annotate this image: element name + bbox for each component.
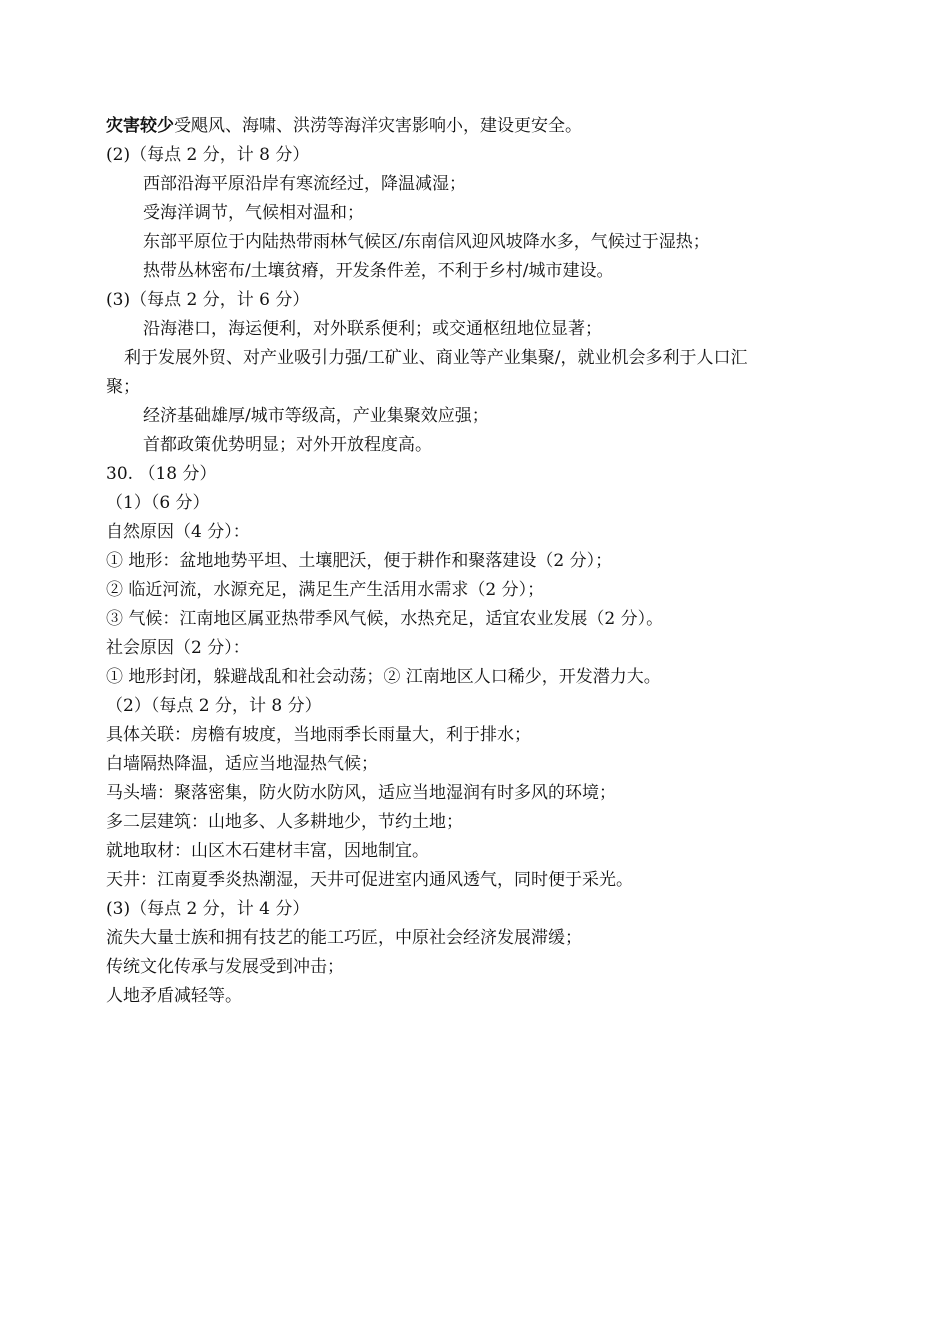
q29-part1-last-line — [106, 114, 582, 138]
line-text: 受飓风、海啸、洪涝等海洋灾害影响小，建设更安全。 — [174, 116, 582, 136]
answer-line: 西部沿海平原沿岸有寒流经过，降温减湿； — [143, 174, 466, 194]
answer-line: 热带丛林密布/土壤贫瘠，开发条件差，不利于乡村/城市建设。 — [143, 261, 614, 281]
answer-line: 多二层建筑：山地多、人多耕地少，节约土地； — [106, 812, 463, 832]
answer-line: 就地取材：山区木石建材丰富，因地制宜。 — [106, 841, 429, 861]
q29-part3-header: (3)（每点 2 分，计 6 分） — [106, 290, 310, 310]
q29-part2-header: (2)（每点 2 分，计 8 分） — [106, 145, 310, 165]
q30-part2-header: （2）（每点 2 分，计 8 分） — [106, 696, 322, 716]
q30-part3-header: (3)（每点 2 分，计 4 分） — [106, 899, 310, 919]
q30-part1-header: （1）（6 分） — [106, 493, 210, 513]
answer-line: 流失大量士族和拥有技艺的能工巧匠，中原社会经济发展滞缓； — [106, 928, 582, 948]
answer-line: ③ 气候：江南地区属亚热带季风气候，水热充足，适宜农业发展（2 分）。 — [106, 609, 664, 629]
answer-line-continued: 聚； — [106, 377, 140, 397]
bold-keyword: 灾害较少 — [106, 116, 174, 136]
answer-line: 东部平原位于内陆热带雨林气候区/东南信风迎风坡降水多，气候过于湿热； — [143, 232, 710, 252]
answer-line: 具体关联：房檐有坡度，当地雨季长雨量大，利于排水； — [106, 725, 531, 745]
answer-line: 天井：江南夏季炎热潮湿，天井可促进室内通风透气，同时便于采光。 — [106, 870, 633, 890]
answer-line: 利于发展外贸、对产业吸引力强/工矿业、商业等产业集聚/，就业机会多利于人口汇 — [124, 348, 748, 368]
answer-line: ① 地形：盆地地势平坦、土壤肥沃，便于耕作和聚落建设（2 分）； — [106, 551, 613, 571]
answer-line: 传统文化传承与发展受到冲击； — [106, 957, 344, 977]
answer-line: 马头墙：聚落密集，防火防水防风，适应当地湿润有时多风的环境； — [106, 783, 616, 803]
answer-line: ① 地形封闭，躲避战乱和社会动荡；② 江南地区人口稀少，开发潜力大。 — [106, 667, 661, 687]
q30-title: 30. （18 分） — [106, 464, 217, 484]
answer-line: 首都政策优势明显；对外开放程度高。 — [143, 435, 432, 455]
answer-line: 沿海港口，海运便利，对外联系便利；或交通枢纽地位显著； — [143, 319, 602, 339]
natural-reasons-header: 自然原因（4 分）： — [106, 522, 250, 542]
answer-line: 受海洋调节，气候相对温和； — [143, 203, 364, 223]
answer-line: 白墙隔热降温，适应当地湿热气候； — [106, 754, 378, 774]
social-reasons-header: 社会原因（2 分）： — [106, 638, 250, 658]
answer-line: 人地矛盾减轻等。 — [106, 986, 242, 1006]
answer-line: 经济基础雄厚/城市等级高，产业集聚效应强； — [143, 406, 489, 426]
answer-line: ② 临近河流，水源充足，满足生产生活用水需求（2 分）； — [106, 580, 545, 600]
